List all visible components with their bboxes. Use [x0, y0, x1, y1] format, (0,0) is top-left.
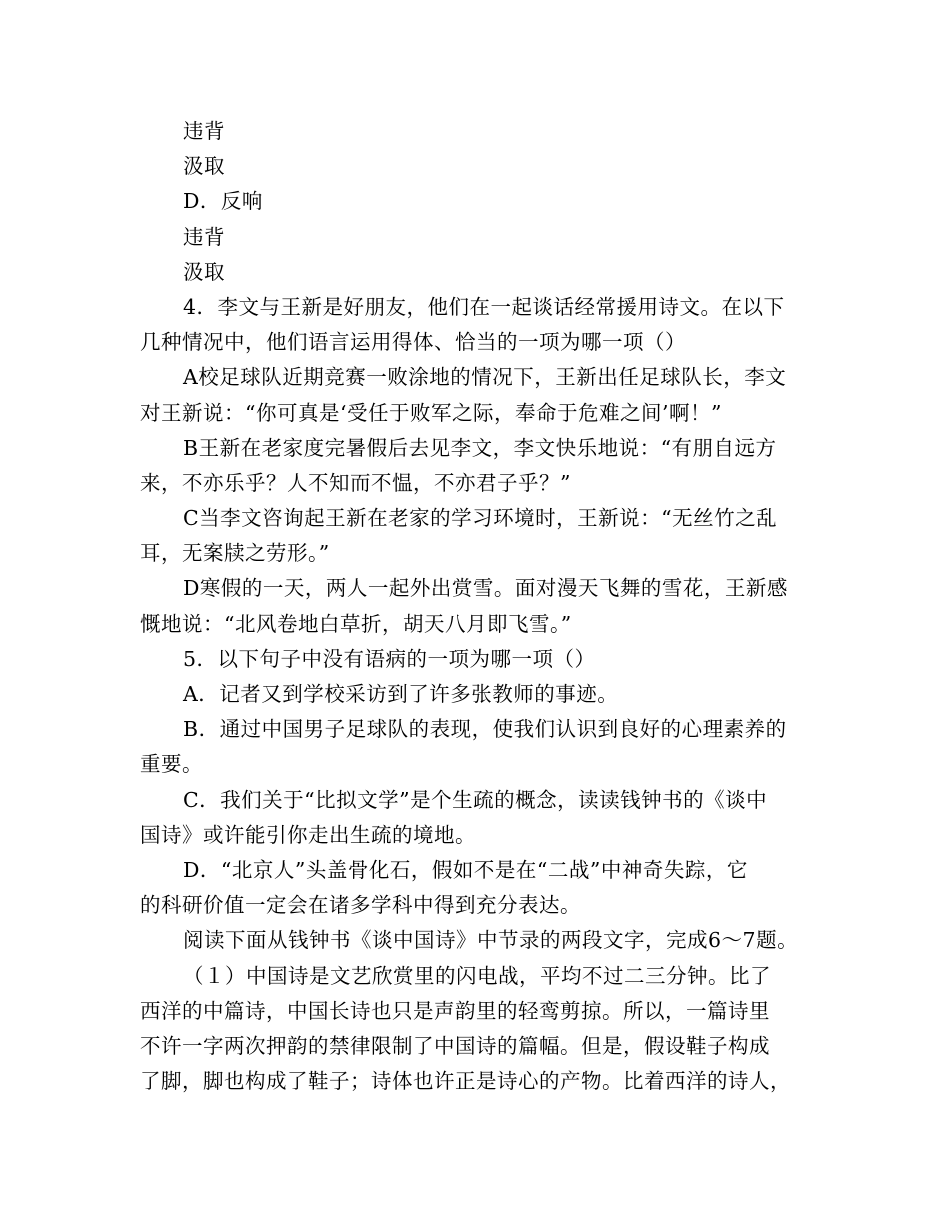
question-4-option-d: D寒假的一天，两人一起外出赏雪。面对漫天飞舞的雪花，王新感 [183, 576, 788, 601]
text-line: 违背 [183, 224, 225, 249]
question-4-stem: 4．李文与王新是好朋友，他们在一起谈话经常援用诗文。在以下 [183, 294, 785, 319]
passage-paragraph-1-cont: 了脚，脚也构成了鞋子；诗体也许正是诗心的产物。比着西洋的诗人， [140, 1069, 791, 1094]
question-4-option-c: C当李文咨询起王新在老家的学习环境时，王新说：“无丝竹之乱 [183, 506, 778, 531]
question-4-option-d-cont: 慨地说：“北风卷地白草折，胡天八月即飞雪。” [140, 611, 572, 636]
question-5-option-c: C．我们关于“比拟文学”是个生疏的概念，读读钱钟书的《谈中 [183, 787, 768, 812]
document-body [140, 114, 820, 1099]
passage-paragraph-1-cont: 不许一字两次押韵的禁律限制了中国诗的篇幅。但是，假设鞋子构成 [140, 1033, 770, 1058]
text-line: 汲取 [183, 259, 225, 284]
question-5-option-b: B．通过中国男子足球队的表现，使我们认识到良好的心理素养的 [183, 717, 787, 742]
question-4-option-b: B王新在老家度完暑假后去见李文，李文快乐地说：“有朋自远方 [183, 435, 777, 460]
question-5-option-d: D．“北京人”头盖骨化石，假如不是在“二战”中神奇失踪，它 [183, 857, 748, 882]
option-d-line: D．反响 [183, 189, 263, 214]
question-4-option-a: A校足球队近期竞赛一败涂地的情况下，王新出任足球队长，李文 [183, 365, 787, 390]
passage-paragraph-1-cont: 西洋的中篇诗，中国长诗也只是声韵里的轻鸾剪掠。所以，一篇诗里 [140, 998, 770, 1023]
question-5-stem: 5．以下句子中没有语病的一项为哪一项（） [183, 646, 596, 671]
question-4-option-c-cont: 耳，无案牍之劳形。” [140, 541, 330, 566]
question-5-option-c-cont: 国诗》或许能引你走出生疏的境地。 [140, 822, 476, 847]
question-4-stem-cont: 几种情况中，他们语言运用得体、恰当的一项为哪一项（） [140, 330, 686, 355]
question-4-option-b-cont: 来，不亦乐乎？人不知而不愠，不亦君子乎？” [140, 470, 571, 495]
text-line: 违背 [183, 119, 225, 143]
question-5-option-d-cont: 的科研价值一定会在诸多学科中得到充分表达。 [140, 893, 581, 918]
reading-instruction: 阅读下面从钱钟书《谈中国诗》中节录的两段文字，完成6～7题。 [183, 928, 799, 953]
question-4-option-a-cont: 对王新说：“你可真是‘受任于败军之际，奉命于危难之间’啊！” [140, 400, 722, 425]
question-5-option-b-cont: 重要。 [140, 752, 203, 777]
question-5-option-a: A．记者又到学校采访到了许多张教师的事迹。 [183, 682, 619, 706]
text-line: 汲取 [183, 154, 225, 179]
passage-paragraph-1: （１）中国诗是文艺欣赏里的闪电战，平均不过二三分钟。比了 [183, 963, 771, 988]
